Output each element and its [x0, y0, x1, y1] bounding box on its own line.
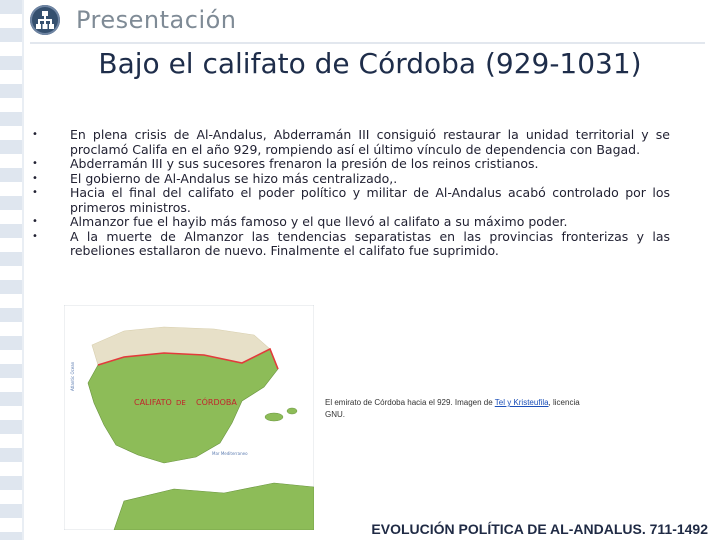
bullet-item: • En plena crisis de Al-Andalus, Abderramán III consiguió restaurar la unidad territorial y se proclamó Califa en el año 929, rompiendo así el último vínculo de dependencia con Bagad. — [30, 128, 670, 157]
decorative-band — [0, 0, 22, 540]
bullet-dot: • — [32, 172, 38, 184]
balearic-islands — [287, 408, 297, 414]
bullet-item: • Hacia el final del califato el poder político y militar de Al-Andalus acabó controlado por los primeros ministros. — [30, 186, 670, 215]
bullet-dot: • — [32, 187, 38, 198]
caption-author-link[interactable]: Tel y Kristeufila — [494, 398, 549, 407]
map-califato — [64, 305, 314, 530]
map-label-de: DE — [176, 399, 186, 407]
bullet-list — [30, 128, 670, 259]
bullet-dot: • — [32, 230, 38, 242]
org-chart-icon — [30, 5, 60, 35]
bullet-item: • A la muerte de Almanzor las tendencias separatistas en las provincias fronterizas y las rebeliones estallaron de nuevo. Finalmente el califato fue suprimido. — [30, 230, 670, 259]
bullet-item: • Almanzor fue el hayib más famoso y el que llevó al califato a su máximo poder. — [30, 215, 670, 230]
map-label-cordoba: CÓRDOBA — [196, 398, 237, 407]
slide-title: Bajo el califato de Córdoba (929-1031) — [98, 47, 642, 80]
bullet-dot: • — [32, 216, 38, 227]
bullet-dot: • — [32, 129, 38, 140]
bullet-item: • Abderramán III y sus sucesores frenaron la presión de los reinos cristianos. — [30, 157, 670, 172]
footer-title: EVOLUCIÓN POLÍTICA DE AL-ANDALUS. 711-1492 — [371, 521, 708, 537]
bullet-item: • El gobierno de Al-Andalus se hizo más centralizado,. — [30, 172, 670, 187]
header-title: Presentación — [76, 6, 237, 34]
header-divider — [30, 42, 705, 44]
map-label-ocean: Atlantic Ocean — [70, 361, 75, 391]
balearic-islands — [265, 413, 283, 421]
map-label-califato: CALIFATO — [134, 398, 172, 407]
map-caption: El emirato de Córdoba hacia el 929. Imagen de Tel y Kristeufila, licencia GNU. — [325, 398, 580, 419]
map-label-mediterraneo: Mar Mediterraneo — [212, 451, 248, 456]
bullet-dot: • — [32, 158, 38, 169]
